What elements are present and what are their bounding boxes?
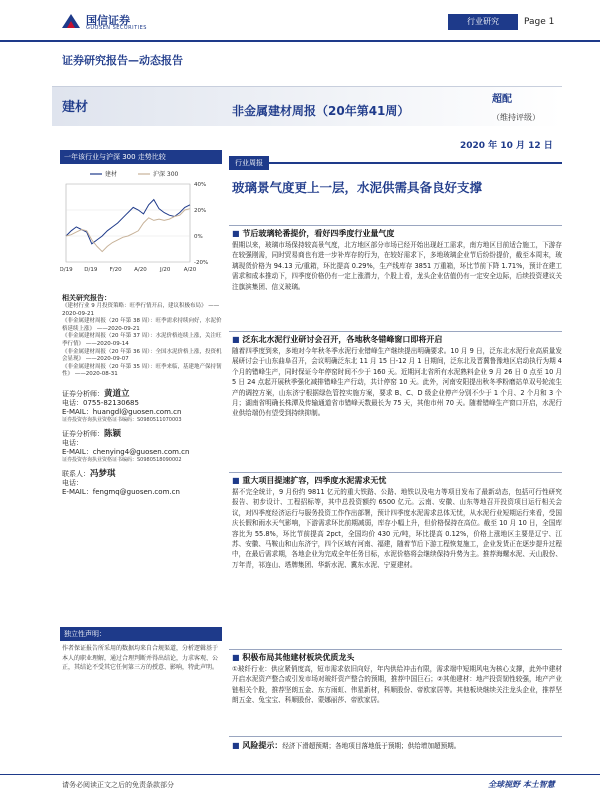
x-tick-label: A/20: [183, 267, 197, 273]
report-series: 证券研究报告—动态报告: [62, 54, 183, 67]
section-risk: [232, 740, 562, 752]
industry-label: 建材: [62, 100, 89, 115]
section-divider: [229, 736, 562, 737]
y-tick-label: 20%: [194, 208, 207, 214]
disclaimer-text: 作者保证报告所采用的数据均来自合规渠道，分析逻辑基于本人的职业理解，通过合理判断并得出结论，力求客观、公正，其结论不受其它任何第三方的授意、影响，特此声明。: [62, 645, 219, 671]
section-title: ■ 重大项目提速扩容，四季度水泥需求无忧: [232, 475, 562, 487]
contact-phone: 电话：: [62, 479, 83, 487]
legend-label: 沪深 300: [153, 171, 179, 178]
headline: 玻璃景气度更上一层，水泥供需具备良好支撑: [232, 180, 483, 195]
logo-text-en: GUOSEN SECURITIES: [86, 25, 147, 31]
section-body: ①玻纤行业：供应紧俏度高，短市需求依旧向好，年内供给冲击有限，需求端中短期风电为核心支撑，此外中建材开启水泥资产整合或引发市场对玻纤资产整合的预期，推荐中国巨石；②其他建材：地产投资韧性较强，地产产业链相关个股，推荐坚朗五金、东方雨虹、伟星新材，科顺股份、帝欧家居等。其他板块继续关注龙头企业，推荐坚朗五金、兔宝宝、科顺股份、蒙娜丽莎、帝欧家居。: [232, 665, 562, 705]
x-tick-label: J/20: [159, 267, 171, 273]
related-item: 《非金属建材周报（20 年第 35 周）：旺季来临，基建地产保持韧性》 ——2020-08-31: [62, 363, 222, 378]
analyst-phone: 电话：: [62, 439, 83, 447]
section-body: 假期以来，玻璃市场保持较高景气度，北方地区部分市场已经开始出现赶工需求，南方地区目前适合施工，下游存在较强刚需，同时贸易商也有进一步补库存的行为，在较好需求下，多地玻璃企业节后纷纷提价，截至本周末，玻璃现货价格为 94.13 元/重箱，环比提高 0.29%，生产线库存 3851 万重箱，环比节前下降 1.71%，预计在建工需求和成本推动下，四季度价格仍有一定上涨潜力，个股上看，龙头企业估值仍有一定安全边际，后续投资建议关注旗滨集团、信义玻璃。: [232, 241, 562, 291]
related-item: 《非金属建材周报（20 年第 38 周）：旺季需求持续向好，水泥价格延续上涨》 ——2020-09-21: [62, 318, 222, 332]
trend-chart: [60, 166, 222, 280]
contact-email: E-MAIL：fengmq@guosen.com.cn: [62, 488, 180, 496]
plot-frame: [66, 184, 190, 262]
section-divider: [229, 472, 562, 473]
related-title: 相关研究报告：: [62, 294, 111, 302]
guosen-logo-icon: [60, 12, 82, 32]
report-type-tag: 行业研究: [448, 14, 518, 30]
x-tick-label: F/20: [109, 267, 122, 273]
section-cement-peak: [232, 334, 562, 419]
section-divider: [229, 331, 562, 332]
related-item: 《非金属建材周报（20 年第 37 周）：水泥价格连续上涨，关注旺季行情》 ——2020-09-14: [62, 333, 222, 347]
series-line-index: [66, 209, 190, 252]
analyst-label: 证券分析师：: [62, 430, 104, 438]
section-title: ■ 节后玻璃轮番提价，看好四季度行业量气度: [232, 228, 562, 240]
contact-name: 冯梦琪: [90, 469, 116, 479]
rating-note: （维持评级）: [492, 113, 540, 122]
report-title: 非金属建材周报（20年第41周）: [232, 104, 410, 118]
rating: 超配: [492, 94, 512, 105]
analyst-cert: 证券投资咨询执业资格证书编码：S0980511070003: [62, 417, 182, 423]
section-body: 据不完全统计，9 月份约 9811 亿元的重大铁路、公路、地铁以及电力等项目发布了最新动态，包括可行性研究报告、初步设计、工程招标等，其中总投资额约 6500 亿元。云南、安徽、山东等地召开投资项目运行相关会议，对四季度经济运行与服务投资工作作出部署，预计四季度水泥需求总体无忧，从水泥行业短期运行来看，受国庆长假和雨水天气影响，下游需求环比前期减弱，库存小幅上升，但价格保持在高位。截至 10 月 10 日，全国库容比为 55.8%，环比节前提高 2pct，全国均价 430 元/吨，环比提高 0.12%，价格上涨地区主要是辽宁、江苏、安徽、马鞍山和山东济宁，四个区域有河南、福建，随着节后下游工程恢复施工，企业发货正在逐步提升过程中，在最后需求期，各地企业为完成全年任务目标，水泥价格将会继续保持升势为主。推荐海螺水泥、天山股份、万年青，祁连山、塔牌集团、华新水泥、冀东水泥、宁夏建材。: [232, 488, 562, 569]
series-line-industry: [66, 200, 190, 244]
section-body: 随着四季度到来，多地对今年秋冬季水泥行业错峰生产继续提出明确要求。10 月 9 日，泛东北水泥行业高质量发展研讨会于山东曲阜召开，会议明确泛东北 11 月 15 日-12 月 1 日期间，泛东北及晋冀鲁豫地区启动执行为期 4 个月的错峰生产，同时保证今年停窑时间不少于 160 天。近期河北省所有水泥熟料企业 9 月 26 日 0 点至 10 月 5 日 24 点起开展秋季强化减排错峰生产行动，共计停窑 10 天。此外，河南安阳提出秋冬季粉磨站单双号轮流生产的调控方案，山东济宁根据绿色管控实施方案，要求 B、C、D 级企业停产分别不少于 1 个月、2 个月和 3 个月；湖南省明确长株潭及传输通道省市错峰天数最长为 75 天，其他市州 70 天。随着错峰生产窗口开启，水泥行业供给端仍有望受到持续抑制。: [232, 347, 562, 418]
analyst-block: [62, 390, 222, 424]
analyst-name: 陈颖: [104, 429, 122, 439]
contact-label: 联系人：: [62, 470, 90, 478]
page-number: Page 1: [524, 17, 555, 27]
main-tag: 行业周报: [229, 156, 269, 170]
y-tick-label: 0%: [194, 234, 203, 240]
analyst-cert: 证券投资咨询执业资格证书编码：S0980518090002: [62, 457, 182, 463]
section-glass: [232, 228, 562, 292]
x-tick-label: A/20: [134, 267, 147, 273]
related-list: [62, 303, 222, 379]
section-title: ■ 泛东北水泥行业研讨会召开，各地秋冬错峰窗口即将开启: [232, 334, 562, 346]
header-divider: [0, 40, 600, 42]
x-tick-label: D/19: [84, 267, 98, 273]
analyst-email: E-MAIL：chenying4@guosen.com.cn: [62, 448, 190, 456]
section-divider: [229, 225, 562, 226]
y-tick-label: -20%: [194, 260, 209, 266]
footer-divider: [0, 774, 600, 775]
section-title: [232, 740, 562, 752]
risk-label: 风险提示：: [242, 741, 283, 750]
section-projects: [232, 475, 562, 570]
contact-block: [62, 470, 222, 497]
footer-disclaimer: 请务必阅读正文之后的免责条款部分: [62, 781, 174, 789]
main-tag-bar: [229, 150, 562, 167]
footer-slogan: 全球视野 本土智慧: [488, 780, 555, 789]
disclaimer-title: 独立性声明：: [60, 627, 222, 641]
analyst-email: E-MAIL：huangdl@guosen.com.cn: [62, 408, 182, 416]
logo: [60, 10, 180, 36]
related-item: 《非金属建材周报（20 年第 36 周）：全国水泥价格上涨，投资机会显现》 ——2020-09-07: [62, 348, 222, 363]
trend-chart-svg: [60, 166, 222, 280]
logo-text: 国信证券: [86, 14, 130, 27]
y-tick-label: 40%: [194, 182, 207, 188]
section-title: ■ 积极布局其他建材板块优质龙头: [232, 652, 562, 664]
analyst-label: 证券分析师：: [62, 390, 104, 398]
related-item: 《建材行业 9 月投资策略：旺季行情开启，建议积极布局》 ——2020-09-21: [62, 303, 220, 317]
analyst-name: 黄道立: [104, 389, 130, 399]
risk-text: 经济下滑超预期；各地项目落地低于预期；供给增加超预期。: [282, 742, 461, 750]
section-other-materials: [232, 652, 562, 706]
analyst-block: [62, 430, 222, 464]
report-date: 2020 年 10 月 12 日: [460, 141, 553, 151]
analyst-phone: 电话：0755-82130685: [62, 399, 139, 407]
chart-title: 一年该行业与沪深 300 走势比较: [60, 150, 222, 164]
legend-label: 建材: [105, 171, 118, 178]
section-divider: [229, 649, 562, 650]
x-tick-label: O/19: [60, 267, 73, 273]
